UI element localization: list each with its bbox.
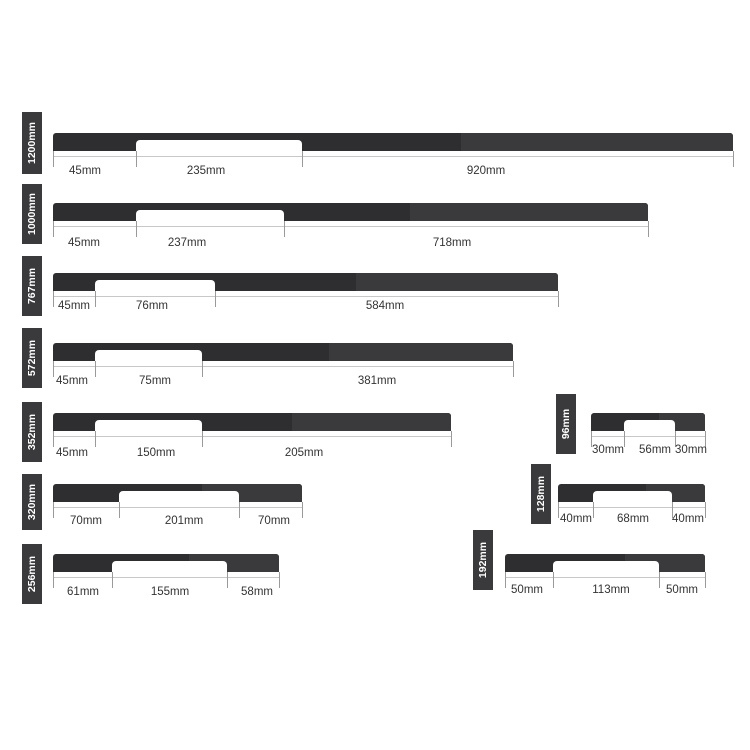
length-tag [22,184,42,244]
dimension-tick [733,151,734,167]
dimension-tick [513,361,514,377]
segment-label: 50mm [666,584,698,596]
length-tag-label: 572mm [26,339,38,377]
dimension-line [53,502,302,508]
length-tag [22,402,42,462]
dimension-line [505,572,705,578]
dimension-tick [659,572,660,588]
handle-profile [591,413,705,439]
segment-label: 75mm [139,375,171,387]
dimension-tick [505,572,506,588]
length-tag-label: 767mm [26,267,38,305]
segment-label: 920mm [466,165,506,177]
segment-label: 381mm [357,375,397,387]
dimension-tick [95,291,96,307]
segment-label: 50mm [511,584,543,596]
dimension-tick [593,502,594,518]
dimension-tick [705,502,706,518]
segment-label: 45mm [58,300,90,312]
length-tag [531,464,551,524]
dimension-line [53,151,733,157]
dimension-line [53,431,451,437]
dimension-tick [215,291,216,307]
segment-label: 205mm [284,447,324,459]
dimension-tick [279,572,280,588]
segment-label: 61mm [67,586,99,598]
length-tag [22,256,42,316]
segment-label: 113mm [592,584,630,596]
length-tag-label: 192mm [477,541,489,579]
segment-label: 68mm [617,513,649,525]
dimension-line [53,221,648,227]
dimension-tick [284,221,285,237]
dimension-tick [53,361,54,377]
segment-label: 584mm [365,300,405,312]
dimension-tick [112,572,113,588]
length-tag-label: 256mm [26,555,38,593]
length-tag-label: 352mm [26,413,38,451]
length-tag-label: 96mm [560,408,572,440]
segment-label: 40mm [560,513,592,525]
handle-profile [53,203,648,229]
dimension-tick [451,431,452,447]
handle-profile [53,554,279,580]
segment-label: 155mm [150,586,190,598]
handle-bar-highlight [356,273,558,291]
handle-bar-highlight [292,413,451,431]
dimension-line [558,502,705,508]
dimension-tick [95,361,96,377]
dimension-tick [119,502,120,518]
dimension-line [53,361,513,367]
dimension-tick [705,572,706,588]
dimension-tick [53,502,54,518]
dimension-tick [302,151,303,167]
dimension-tick [53,151,54,167]
length-tag-label: 128mm [535,475,547,513]
length-tag [22,544,42,604]
segment-label: 718mm [432,237,472,249]
dimension-tick [136,221,137,237]
dimension-line [53,572,279,578]
segment-label: 70mm [70,515,102,527]
segment-label: 76mm [136,300,168,312]
dimension-tick [53,221,54,237]
segment-label: 40mm [672,513,704,525]
length-tag-label: 320mm [26,483,38,521]
segment-label: 235mm [186,165,226,177]
segment-label: 45mm [56,375,88,387]
handle-profile [53,413,451,439]
length-tag-label: 1200mm [26,121,38,165]
segment-label: 150mm [136,447,176,459]
segment-label: 30mm [592,444,624,456]
length-tag [473,530,493,590]
dimension-tick [95,431,96,447]
handle-bar-highlight [461,133,733,151]
dimension-tick [202,361,203,377]
dimension-tick [553,572,554,588]
segment-label: 56mm [639,444,671,456]
segment-label: 30mm [675,444,707,456]
dimension-tick [227,572,228,588]
handle-profile [558,484,705,510]
length-tag [556,394,576,454]
handle-profile [53,273,558,299]
length-tag [22,474,42,530]
handle-profile [505,554,705,580]
segment-label: 201mm [164,515,204,527]
dimension-tick [136,151,137,167]
dimension-tick [558,291,559,307]
segment-label: 45mm [56,447,88,459]
handle-bar-highlight [410,203,648,221]
dimension-tick [53,572,54,588]
handle-profile [53,484,302,510]
dimension-line [53,291,558,297]
dimension-line [591,431,705,437]
length-tag [22,328,42,388]
dimension-tick [302,502,303,518]
handle-profile [53,133,733,159]
length-tag-label: 1000mm [26,192,38,236]
segment-label: 45mm [69,165,101,177]
dimension-tick [202,431,203,447]
dimension-tick [624,431,625,447]
segment-label: 237mm [167,237,207,249]
length-tag [22,112,42,174]
dimension-tick [53,431,54,447]
dimension-tick [239,502,240,518]
segment-label: 58mm [241,586,273,598]
segment-label: 45mm [68,237,100,249]
dimension-tick [648,221,649,237]
segment-label: 70mm [258,515,290,527]
dimension-tick [558,502,559,518]
handle-bar-highlight [329,343,513,361]
dimension-tick [53,291,54,307]
handle-profile [53,343,513,369]
